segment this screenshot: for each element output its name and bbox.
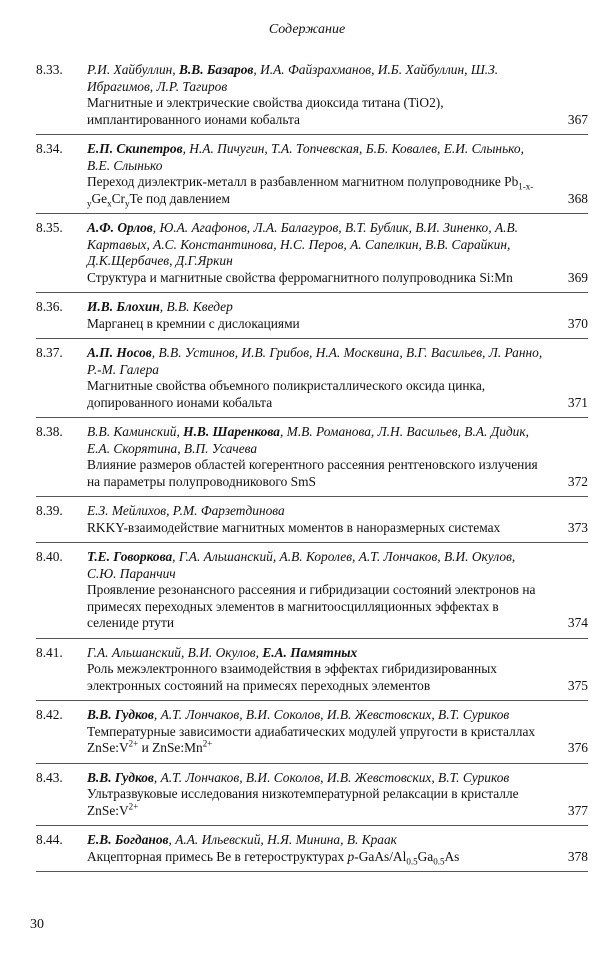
entry-authors (87, 770, 548, 787)
entry-number: 8.33. (36, 62, 63, 77)
co-authors: , В.В. Устинов, И.В. Грибов, Н.А. Москвина, В.Г. Васильев, Л. Ранно, Р.-М. Галера (87, 345, 543, 377)
toc-entry (36, 218, 588, 293)
presenting-author: И.В. Блохин (87, 299, 160, 314)
presenting-author: Н.В. Шаренкова (183, 424, 280, 439)
entry-title: Ультразвуковые исследования низкотемпературной релаксации в кристалле $ZnSe:V^{2+}$ (87, 786, 519, 818)
entry-authors (87, 832, 548, 849)
entry-authors (87, 424, 548, 457)
entry-page: 370 (567, 315, 588, 331)
toc-entry (36, 422, 588, 497)
entry-page: 377 (567, 802, 588, 818)
entry-number: 8.34. (36, 141, 63, 156)
entry-page: 378 (567, 848, 588, 864)
entry-title: Проявление резонансного рассеяния и гибридизации состояний электронов на примесях переходных элементов в магнитоосцилляционных эффектах в селениде ртути (87, 582, 536, 630)
entry-title: Роль межэлектронного взаимодействия в эффектах гибридизированных электронных состояний на примесях переходных элементов (87, 661, 497, 693)
entry-body (87, 770, 556, 820)
entry-authors (87, 141, 548, 174)
co-authors: , А.А. Ильевский, Н.Я. Минина, В. Краак (168, 832, 397, 847)
entry-title: Марганец в кремнии с дислокациями (87, 315, 300, 331)
entry-title: Магнитные и электрические свойства диоксида титана (TiO2), имплантированного ионами кобальта (87, 95, 444, 127)
entry-number: 8.41. (36, 644, 63, 660)
toc-entry (36, 501, 588, 543)
entry-number: 8.38. (36, 424, 63, 439)
co-authors: В.В. Каминский, (87, 424, 184, 439)
entry-page: 371 (567, 394, 588, 410)
entry-title: Акцепторная примесь Be в гетероструктурах $p-GaAs/Al_{0.5}Ga_{0.5}As$ (87, 848, 460, 867)
toc-entry (36, 60, 588, 135)
toc-entry (36, 768, 588, 827)
entry-page: 369 (567, 269, 588, 285)
co-authors: , В.В. Кведер (159, 299, 233, 314)
entry-number: 8.36. (36, 299, 63, 314)
toc-entry (36, 705, 588, 764)
presenting-author: А.П. Носов (87, 345, 152, 360)
entry-number: 8.40. (36, 549, 63, 564)
entry-title: Переход диэлектрик-металл в разбавленном магнитном полупроводнике $Pb_{1-x-y}Ge_xCr_yTe$ под давлением (87, 174, 534, 209)
entry-authors (87, 549, 548, 582)
entry-body (87, 424, 556, 490)
page-header-title: Содержание (268, 22, 346, 37)
co-authors: , И.А. Файзрахманов, И.Б. Хайбуллин, Ш.З. Ибрагимов, Л.Р. Тагиров (87, 62, 499, 94)
entry-body (87, 220, 556, 286)
entry-page: 373 (567, 519, 588, 535)
co-authors: , А.Т. Лончаков, В.И. Соколов, И.В. Жевстовских, В.Т. Суриков (153, 769, 510, 785)
entry-number: 8.42. (36, 707, 63, 722)
entry-authors (87, 645, 548, 662)
entry-number: 8.39. (36, 503, 63, 518)
entry-page: 376 (567, 740, 588, 755)
entry-body (87, 345, 556, 411)
presenting-author: В.В. Базаров (178, 62, 254, 77)
entry-number: 8.43. (36, 769, 63, 785)
entry-authors (87, 707, 548, 724)
entry-authors (87, 345, 548, 378)
entry-body (87, 141, 556, 207)
entry-page: 375 (567, 677, 588, 693)
entry-body (87, 503, 556, 536)
presenting-author: Е.А. Памятных (262, 644, 358, 660)
presenting-author: Т.Е. Говоркова (87, 549, 173, 564)
entry-title: RKKY-взаимодействие магнитных моментов в наноразмерных системах (87, 519, 501, 535)
entry-number: 8.44. (36, 832, 63, 847)
entry-title: Влияние размеров областей когерентного рассеяния рентгеновского излучения на параметры полупроводникового SmS (87, 457, 538, 489)
co-authors: , М.В. Романова, Л.Н. Васильев, В.А. Дидик, Е.А. Скорятина, В.П. Усачева (87, 424, 529, 456)
toc-entry (36, 343, 588, 418)
entry-title: Структура и магнитные свойства ферромагнитного полупроводника Si:Mn (87, 269, 513, 285)
presenting-author: Е.В. Богданов (87, 832, 169, 847)
toc-entry (36, 297, 588, 339)
entry-title: Температурные зависимости адиабатических модулей упругости в кристаллах $ZnSe:V^{2+}$ и $ZnSe:Mn^{2+}$ (87, 723, 536, 755)
entry-authors (87, 503, 548, 520)
entry-body (87, 645, 556, 695)
co-authors: , Ю.А. Агафонов, Л.А. Балагуров, В.Т. Бублик, В.И. Зиненко, А.В. Картавых, А.С. Константинова, Н.С. Перов, А. Сапелкин, В.В. Сарайкин, Д.К.Щербачев, Д.Г.Яркин (87, 220, 518, 268)
table-of-contents (36, 60, 588, 876)
entry-page: 374 (567, 615, 588, 630)
co-authors: , Г.А. Альшанский, А.В. Королев, А.Т. Лончаков, В.И. Окулов, С.Ю. Паранчич (87, 549, 516, 581)
entry-body (87, 62, 556, 128)
entry-authors (87, 62, 548, 95)
toc-entry (36, 643, 588, 702)
entry-title: Магнитные свойства объемного поликристаллического оксида цинка, допированного ионами кобальта (87, 378, 486, 410)
co-authors: Р.И. Хайбуллин, (87, 62, 179, 77)
entry-body (87, 549, 556, 632)
toc-entry (36, 830, 588, 872)
entry-body (87, 707, 556, 757)
entry-page: 368 (567, 190, 588, 206)
entry-body (87, 299, 556, 332)
entry-page: 372 (567, 473, 588, 489)
entry-body (87, 832, 556, 865)
presenting-author: Е.П. Скипетров (87, 141, 183, 156)
toc-entry (36, 139, 588, 214)
page-number: 30 (30, 917, 44, 932)
presenting-author: А.Ф. Орлов (87, 220, 153, 235)
entry-page: 367 (567, 111, 588, 127)
entry-number: 8.37. (36, 345, 63, 360)
co-authors: Е.З. Мейлихов, Р.М. Фарзетдинова (87, 503, 285, 518)
entry-authors (87, 299, 548, 316)
co-authors: , Н.А. Пичугин, Т.А. Топчевская, Б.Б. Ковалев, Е.И. Слынько, В.Е. Слынько (87, 141, 524, 173)
presenting-author: В.В. Гудков (87, 707, 154, 722)
co-authors: Г.А. Альшанский, В.И. Окулов, (87, 644, 263, 660)
entry-number: 8.35. (36, 220, 63, 235)
toc-entry (36, 547, 588, 639)
co-authors: , А.Т. Лончаков, В.И. Соколов, И.В. Жевстовских, В.Т. Суриков (153, 707, 510, 722)
presenting-author: В.В. Гудков (87, 769, 154, 785)
entry-authors (87, 220, 548, 270)
